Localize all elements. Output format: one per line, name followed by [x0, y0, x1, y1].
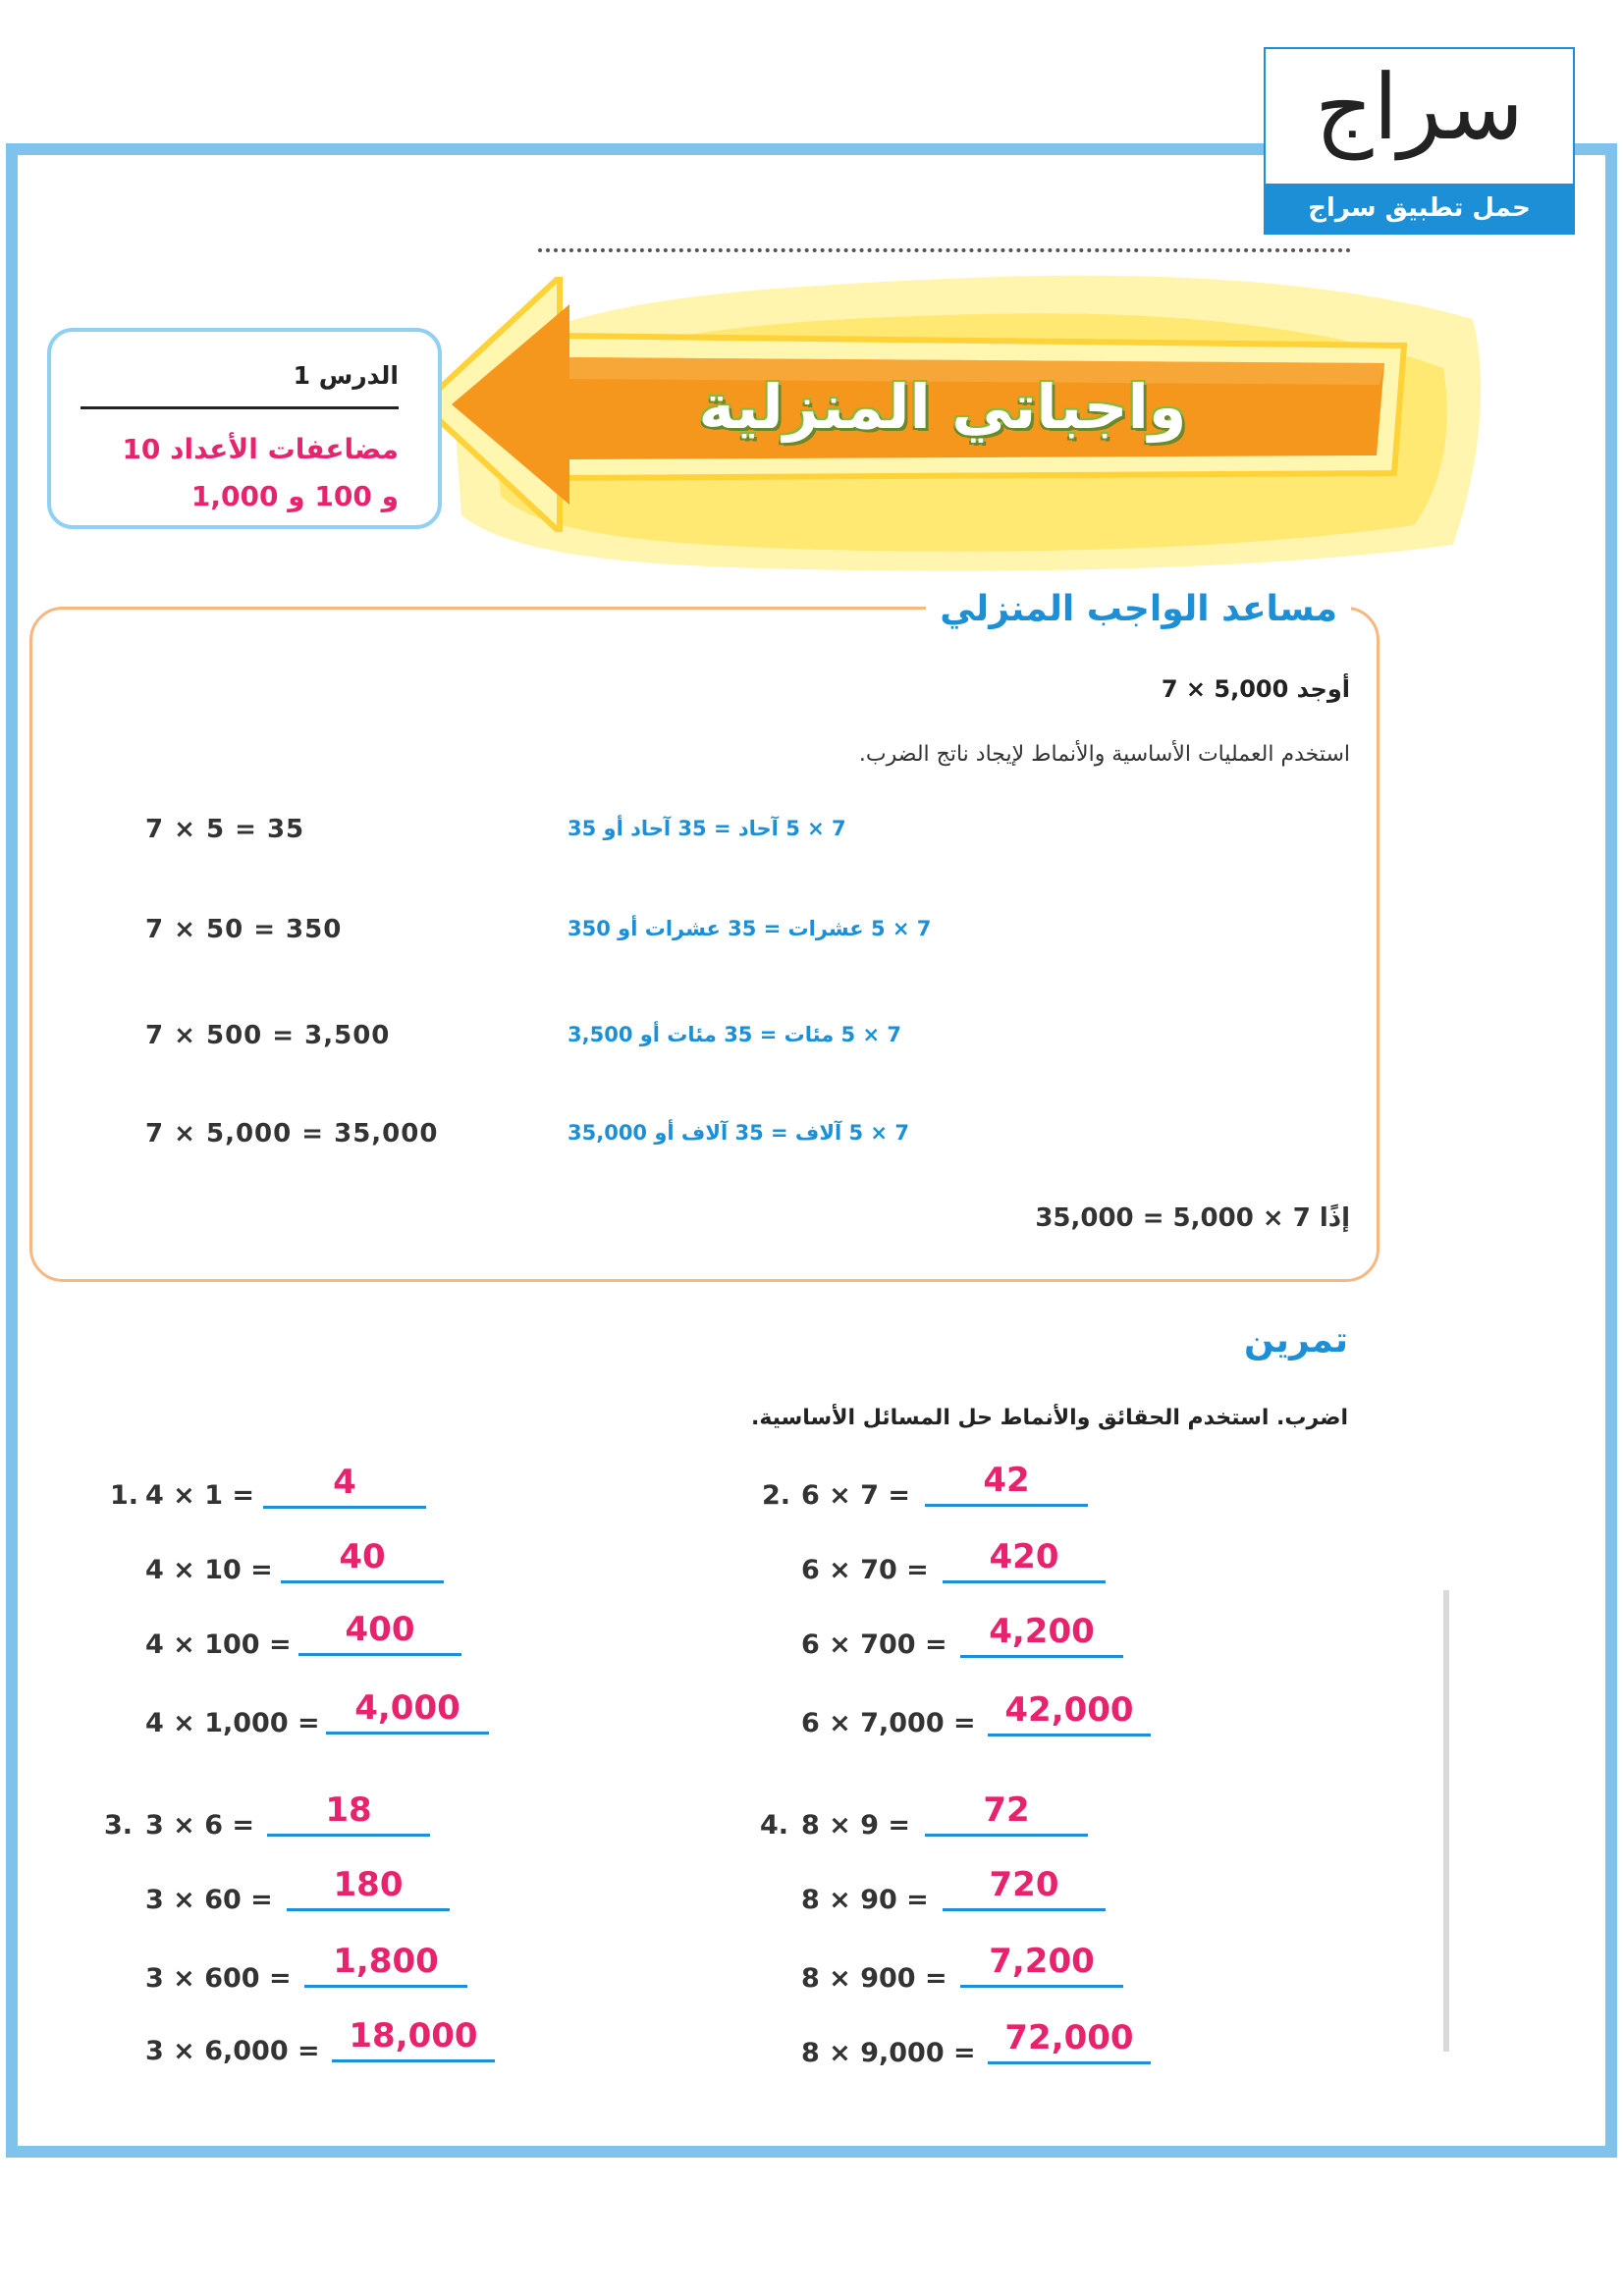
homework-helper-box	[29, 607, 1380, 1282]
helper-row-3-right: 7 × 5 مئات = 35 مئات أو 3,500	[568, 1023, 901, 1046]
problem-3d-answer: 18,000	[349, 2016, 478, 2056]
problem-3c-answer: 1,800	[333, 1942, 439, 1981]
problem-2a-question: 6 × 7 =	[801, 1480, 911, 1511]
logo-word: سراج	[1315, 55, 1524, 160]
problem-2b-question: 6 × 70 =	[801, 1555, 929, 1585]
problem-3a-answer: 18	[325, 1790, 372, 1830]
lesson-topic	[75, 426, 399, 520]
problem-3a-question: 3 × 6 =	[145, 1810, 255, 1841]
helper-row-4-left: 7 × 5,000 = 35,000	[145, 1119, 439, 1148]
problem-1d-question: 4 × 1,000 =	[145, 1708, 320, 1738]
problem-2c-answer: 4,200	[989, 1612, 1095, 1651]
problem-4d-question: 8 × 9,000 =	[801, 2038, 976, 2068]
practice-instruction: اضرب. استخدم الحقائق والأنماط حل المسائل الأساسية.	[750, 1406, 1348, 1430]
problem-4b-answer: 720	[989, 1865, 1059, 1904]
vertical-copyright-strip	[1434, 1590, 1463, 2052]
problem-2d-question: 6 × 7,000 =	[801, 1708, 976, 1738]
problem-2-number: 2.	[762, 1480, 791, 1511]
problem-4d-answer: 72,000	[1004, 2018, 1134, 2057]
helper-title: مساعد الواجب المنزلي	[926, 589, 1351, 629]
problem-4c-question: 8 × 900 =	[801, 1963, 947, 1994]
problem-4b-question: 8 × 90 =	[801, 1885, 929, 1915]
problem-1-number: 1.	[110, 1480, 139, 1511]
lesson-card	[47, 328, 442, 529]
problem-4a-answer: 72	[983, 1790, 1030, 1830]
problem-1d-answer: 4,000	[354, 1688, 460, 1728]
siraj-logo[interactable]	[1264, 47, 1575, 235]
problem-2d-answer: 42,000	[1004, 1690, 1134, 1730]
problem-2b-answer: 420	[989, 1537, 1059, 1576]
helper-row-3-left: 7 × 500 = 3,500	[145, 1021, 391, 1050]
dotted-divider	[538, 248, 1351, 252]
problem-1b-answer: 40	[339, 1537, 386, 1576]
helper-row-2-left: 7 × 50 = 350	[145, 915, 343, 944]
practice-title: تمرين	[1244, 1320, 1348, 1361]
lesson-topic-line1: مضاعفات الأعداد 10	[122, 433, 399, 465]
problem-2a-answer: 42	[983, 1461, 1030, 1500]
helper-row-4-right: 7 × 5 آلاف = 35 آلاف أو 35,000	[568, 1121, 909, 1145]
problem-3b-question: 3 × 60 =	[145, 1885, 273, 1915]
helper-find: أوجد 5,000 × 7	[1161, 675, 1350, 703]
helper-row-1-right: 7 × 5 آحاد = 35 آحاد أو 35	[568, 817, 846, 840]
helper-row-2-right: 7 × 5 عشرات = 35 عشرات أو 350	[568, 917, 932, 940]
problem-3d-question: 3 × 6,000 =	[145, 2036, 320, 2066]
problem-3c-question: 3 × 600 =	[145, 1963, 292, 1994]
problem-1c-question: 4 × 100 =	[145, 1629, 292, 1660]
problem-2c-question: 6 × 700 =	[801, 1629, 947, 1660]
banner-title: واجباتي المنزلية	[698, 371, 1187, 443]
problem-1a-answer: 4	[333, 1463, 356, 1502]
problem-1b-question: 4 × 10 =	[145, 1555, 273, 1585]
helper-instruction: استخدم العمليات الأساسية والأنماط لإيجاد ناتج الضرب.	[858, 742, 1350, 767]
lesson-title: الدرس 1	[293, 361, 399, 390]
problem-4a-question: 8 × 9 =	[801, 1810, 911, 1841]
problem-3b-answer: 180	[333, 1865, 404, 1904]
helper-conclusion: إذًا 7 × 5,000 = 35,000	[1035, 1203, 1350, 1233]
helper-row-1-left: 7 × 5 = 35	[145, 815, 305, 844]
problem-3-number: 3.	[104, 1810, 134, 1841]
logo-tagline: حمل تطبيق سراج	[1266, 184, 1573, 233]
problem-1a-question: 4 × 1 =	[145, 1480, 255, 1511]
problem-1c-answer: 400	[345, 1610, 415, 1649]
problem-4c-answer: 7,200	[989, 1942, 1095, 1981]
problem-4-number: 4.	[760, 1810, 789, 1841]
lesson-divider	[81, 406, 399, 409]
lesson-topic-line2: و 100 و 1,000	[190, 480, 399, 512]
